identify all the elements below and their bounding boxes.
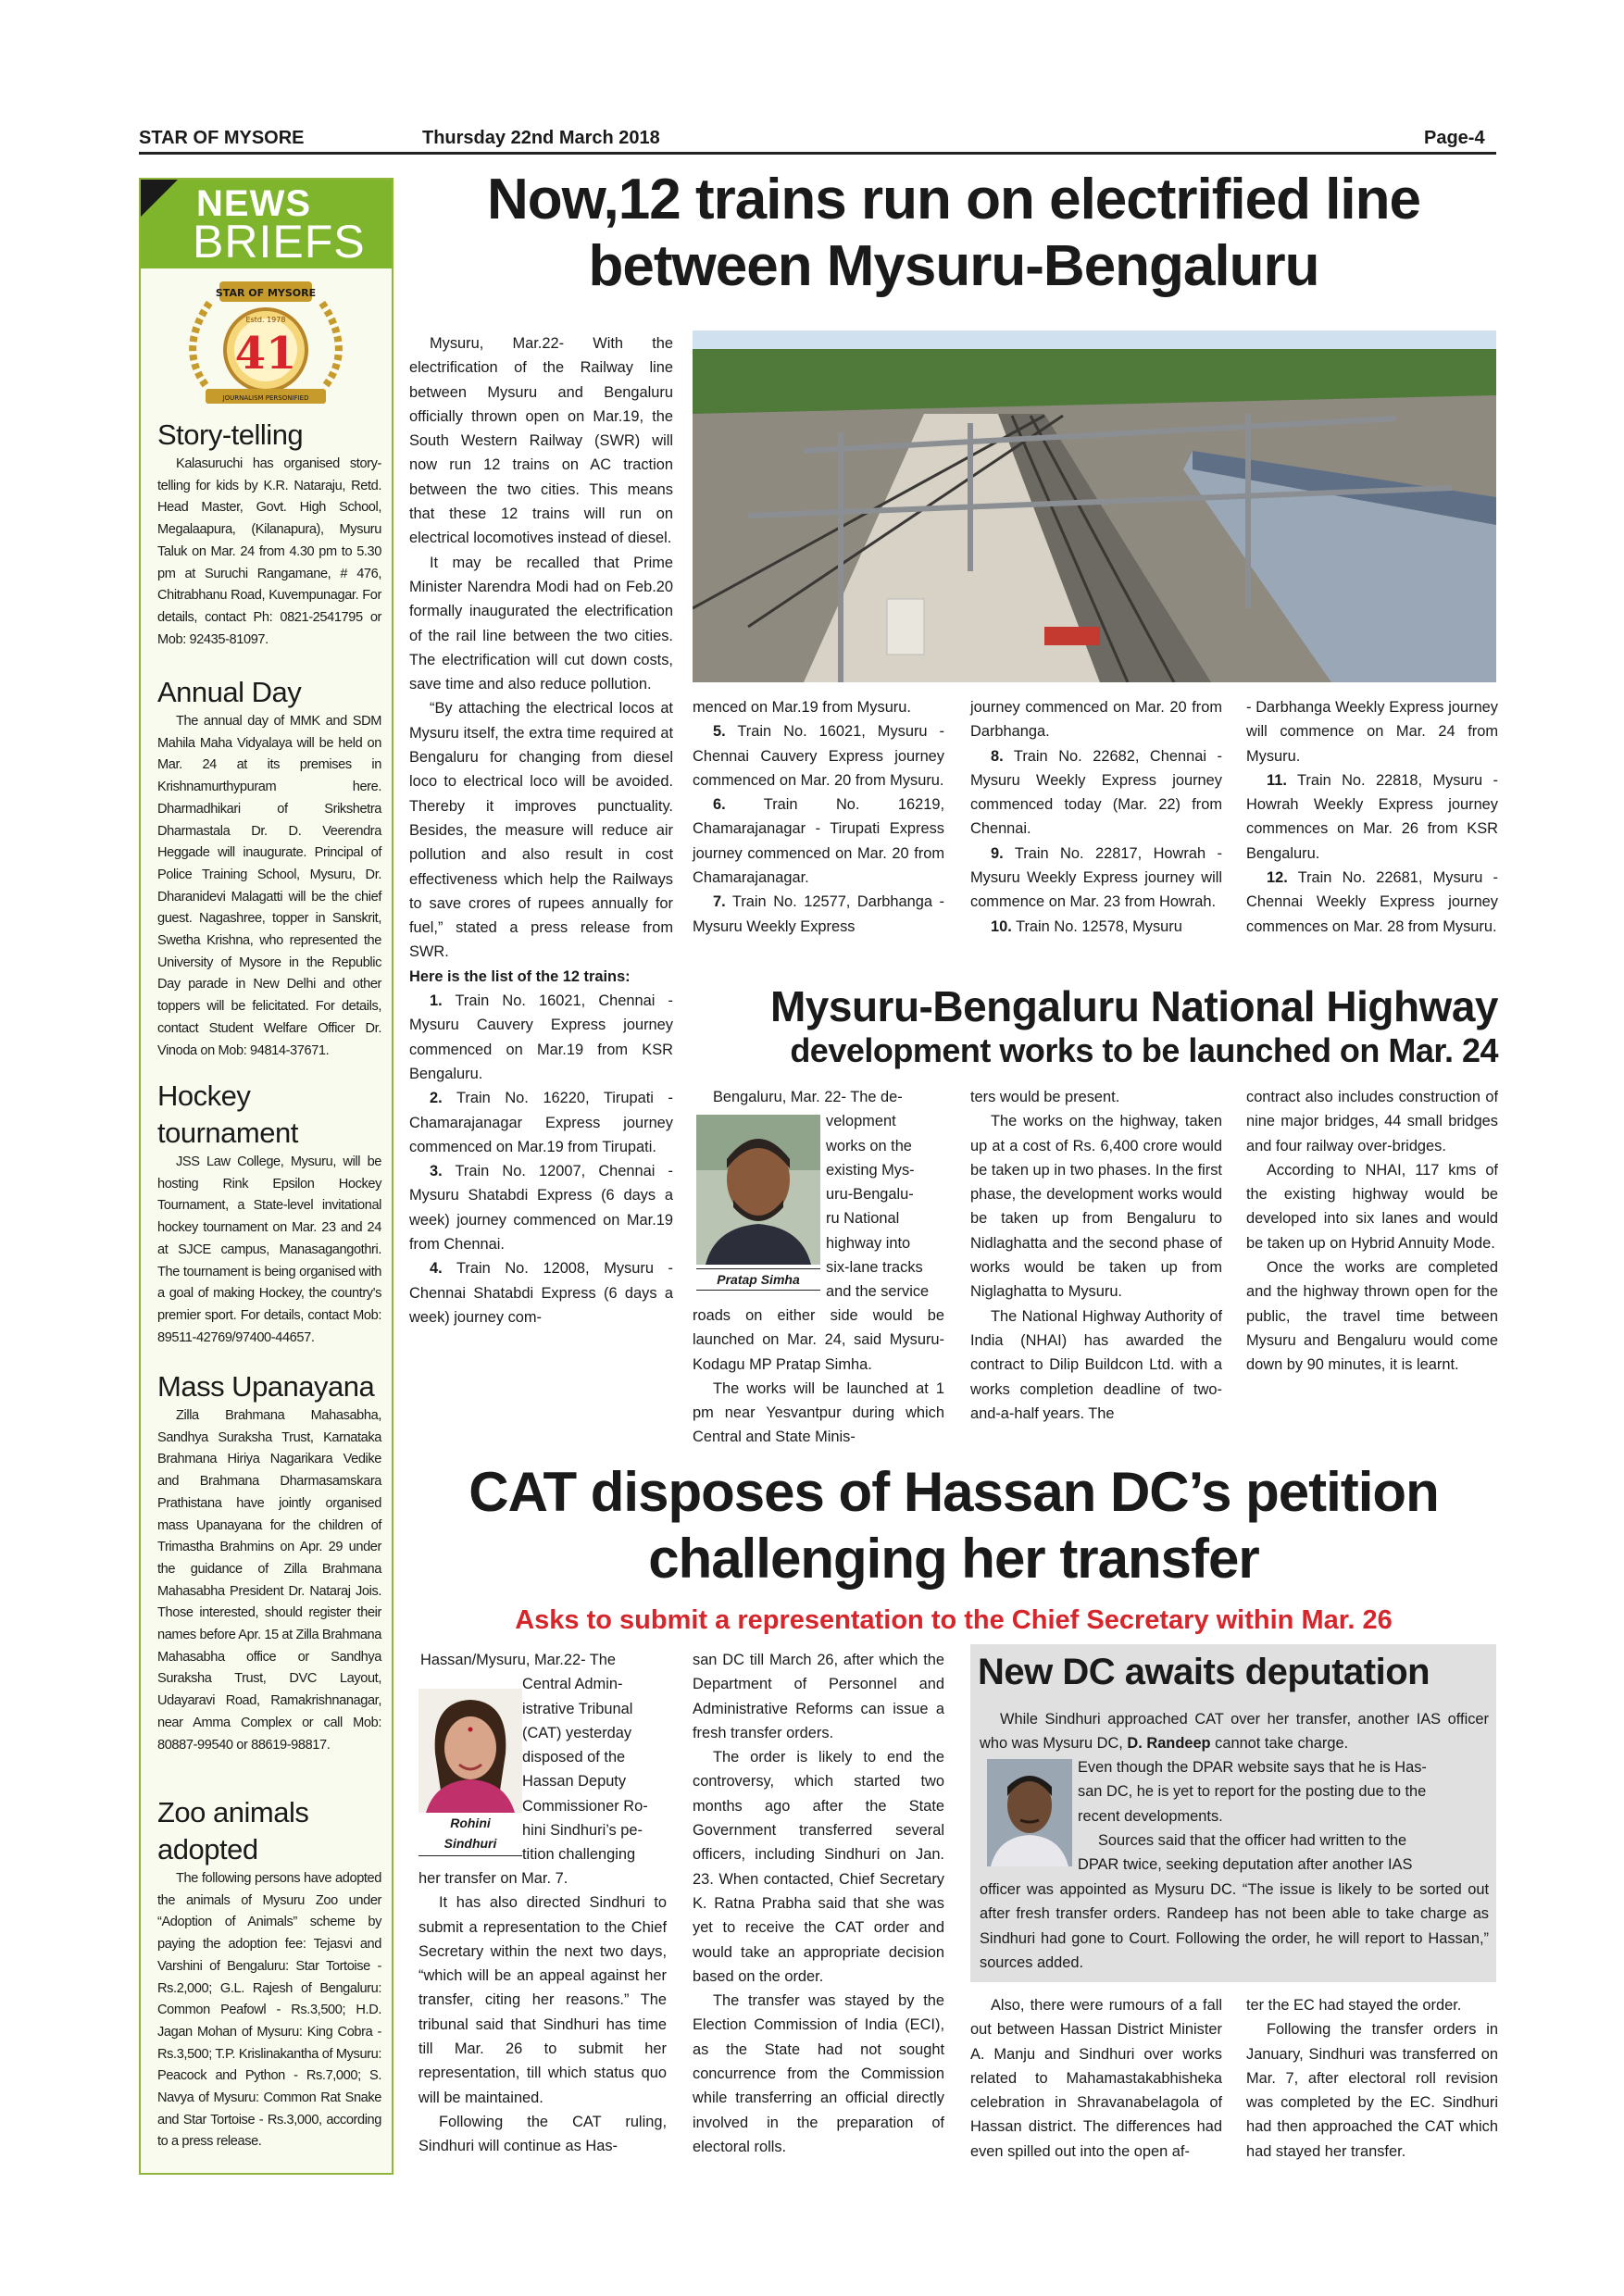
train-list-item: 7. Train No. 12577, Darbhanga - Mysuru Weekly Express (693, 893, 944, 935)
paragraph: Once the works are completed and the highway thrown open for the public, the travel time between Mysuru and Bengaluru would come down by 90 minutes, it is learnt. (1246, 1259, 1498, 1374)
brief-body: Zilla Brahmana Mahasabha, Sandhya Suraksha Trust, Karnataka Brahmana Hiriya Nagarikara Vedike and Brahmana Dharmasamskara Prathistana have jointly organised mass Upanayana for the children of Trimastha Brahmins on Apr. 29 under the guidance of Zilla Brahmana Mahasabha President Dr. Nataraj Jois. Those interested, should register their names before Apr. 15 at Zilla Brahmana Mahasabha office or Sandhya Suraksha Trust, DVC Layout, Udayaravi Road, Ramakrishnanagar, near Amma Complex or call Mob: 80887-99540 or 88619-98817. (157, 1408, 381, 1753)
headline-line: Mysuru-Bengaluru National Highway (769, 982, 1498, 1030)
text-line: san DC, he is yet to report for the posting due to the (1078, 1783, 1427, 1801)
headline-line: between Mysuru-Bengaluru (588, 234, 1319, 298)
banner-news-label: NEWS (196, 183, 311, 224)
photo-caption: Pratap Simha (696, 1268, 820, 1291)
brief-body: Kalasuruchi has organised story-telling for kids by K.R. Nataraju, Retd. Head Master, Govt. High School, Megalaapura, (Kilanapura), Mysuru Taluk on Mar. 24 from 4.30 pm to 5.30 pm at Suruchi Rangamane, # 476, Chitrabhanu Road, Kuvempunagar. For details, contact Ph: 0821-2541795 or Mob: 92435-81097. (157, 456, 381, 647)
paragraph: her transfer on Mar. 7. (418, 1870, 568, 1887)
train-list-title: Here is the list of the 12 trains: (409, 967, 631, 985)
text-line: istrative Tribunal (522, 1700, 633, 1717)
text-line: and the service (826, 1283, 930, 1301)
paragraph: ters would be present. (970, 1089, 1120, 1105)
news-briefs-sidebar (139, 178, 394, 2175)
brief-body: The annual day of MMK and SDM Mahila Maha Vidyalaya will be held on Mar. 24 at its premises in Krishnamurthypuram here. Dharmadhikari of Srikshetra Dharmastala Dr. D. Veerendra Heggade will inaugurate. Principal of Police Training School, Mysuru, Dr. Dharanidevi Malagatti will be the chief guest. Nagashree, topper in Sanskrit, Swetha Krishna, who represented the University of Mysore in the Republic Day parade in New Delhi and other toppers will be felicitated. For details, contact Student Welfare Officer Dr. Vinoda on Mob: 94814-37671. (157, 714, 381, 1058)
text-line: highway into (826, 1234, 911, 1252)
story3-subhead: Asks to submit a representation to the Chief Secretary within Mar. 26 (515, 1605, 1393, 1635)
paragraph: It may be recalled that Prime Minister Narendra Modi had on Feb.20 formally inaugurated the electrification of the rail line between the two cities. The electrification will cut down costs, save time and also reduce pollution. (409, 554, 673, 693)
paragraph: journey commenced on Mar. 20 from Darbhanga. (970, 699, 1222, 741)
train-list-item: 9. Train No. 22817, Howrah - Mysuru Weekly Express journey will commence on Mar. 23 from Howrah. (970, 844, 1222, 911)
text-line: (CAT) yesterday (522, 1724, 632, 1741)
story1-column-3 (970, 695, 1222, 939)
corner-triangle-icon (141, 180, 178, 217)
star-of-mysore-41-logo (169, 274, 363, 413)
story3-column-1 (418, 1866, 667, 2159)
paragraph: The order is likely to end the controversy, which started two months ago after the State Government transferred several officers, including Sindhuri on Jan. 23. When contacted, Chief Secretary K. Ratna Prabha said that she was yet to receive the CAT order and would take an appropriate decision based on the order. (693, 1749, 944, 1985)
train-list-item: 2. Train No. 16220, Tirupati - Chamarajanagar Express journey commenced on Mar.19 from Tirupati. (409, 1090, 673, 1155)
news-briefs-banner (141, 180, 392, 268)
paragraph: roads on either side would be launched on Mar. 24, said Mysuru-Kodagu MP Pratap Simha. (693, 1307, 944, 1373)
text-line: Bengaluru, Mar. 22- The de- (713, 1089, 903, 1105)
story1-column-1 (409, 331, 673, 1329)
text-line: velopment (826, 1113, 896, 1130)
rohini-sindhuri-photo (418, 1689, 522, 1813)
text-line: six-lane tracks (826, 1259, 923, 1277)
paragraph: - Darbhanga Weekly Express journey will commence on Mar. 24 from Mysuru. (1246, 699, 1498, 765)
brief-body: JSS Law College, Mysuru, will be hosting Rink Epsilon Hockey Tournament, a State-level invitational hockey tournament on Mar. 23 and 24 at SJCE campus, Manasagangothri. The tournament is being organised with a goal of making Hockey, the country's premier sport. For details, contact Mob: 89511-42769/97400-44657. (157, 1154, 381, 1345)
paragraph: contract also includes construction of nine major bridges, 44 small bridges and four railway over-bridges. (1246, 1089, 1498, 1154)
story3-column-2 (693, 1648, 944, 2159)
text-line: DPAR twice, seeking deputation after another IAS (1078, 1856, 1413, 1874)
story1-column-4 (1246, 695, 1498, 939)
train-list-item: 3. Train No. 12007, Chennai - Mysuru Shatabdi Express (6 days a week) journey commenced on Mar.19 from Chennai. (409, 1163, 673, 1253)
story1-column-2 (693, 695, 944, 939)
brief-heading: Annual Day (157, 676, 302, 708)
paragraph: ter the EC had stayed the order. (1246, 1997, 1462, 2014)
brief-heading: Hockey tournament (157, 1079, 298, 1149)
train-list-item: 6. Train No. 16219, Chamarajanagar - Tirupati Express journey commenced on Mar. 20 from Chamarajanagar. (693, 796, 944, 887)
story1-headline (407, 167, 1500, 300)
story3-wrap-lines (420, 1648, 667, 1867)
box-heading: New DC awaits deputation (978, 1652, 1430, 1692)
box-wrap-text (1078, 1755, 1489, 1877)
d-randeep-photo (987, 1759, 1072, 1866)
train-list-item: 1. Train No. 16021, Chennai - Mysuru Cauvery Express journey commenced on Mar.19 from KSR Bengaluru. (409, 992, 673, 1082)
paragraph: san DC till March 26, after which the Department of Personnel and Administrative Reforms can issue a fresh transfer orders. (693, 1652, 944, 1741)
paragraph: The works on the highway, taken up at a cost of Rs. 6,400 crore would be taken up in two phases. In the first phase, the development works would be taken up from Bengaluru to Nidlaghatta and the second phase of works would be taken up from Niglaghatta to Mysuru. (970, 1113, 1222, 1301)
logo-year-text: Estd. 1978 (245, 316, 286, 324)
brief-heading: Zoo animals adopted (157, 1796, 309, 1866)
paragraph: The works will be launched at 1 pm near Yesvantpur during which Central and State Minis- (693, 1379, 944, 1446)
text-line: disposed of the (522, 1749, 626, 1766)
paragraph: menced on Mar.19 from Mysuru. (693, 699, 911, 716)
paragraph: The National Highway Authority of India (NHAI) has awarded the contract to Dilip Buildcon Ltd. with a works completion deadline of two-and-a-half years. The (970, 1307, 1222, 1422)
train-list-item: 8. Train No. 22682, Chennai - Mysuru Weekly Express journey commenced today (Mar. 22) from Chennai. (970, 747, 1222, 838)
text-line: Commissioner Ro- (522, 1797, 648, 1815)
story3-headline (407, 1459, 1500, 1592)
paragraph: Mysuru, Mar.22- With the electrification of the Railway line between Mysuru and Bengaluru officially thrown open on Mar.19, the South Western Railway (SWR) will now run 12 trains on AC traction between the two cities. This means that these 12 trains will run on electrical locomotives instead of diesel. (409, 335, 673, 547)
story2-column-3 (1246, 1085, 1498, 1378)
publication-name: STAR OF MYSORE (139, 128, 305, 148)
text-line: ru National (826, 1210, 900, 1228)
logo-bottom-text: JOURNALISM PERSONIFIED (222, 394, 309, 402)
story3-column-3 (970, 1993, 1222, 2164)
brief-body: The following persons have adopted the animals of Mysuru Zoo under “Adoption of Animals” scheme by paying the adoption fee: Tejasvi and Varshini of Bengaluru: Star Tortoise - Rs.2,000; G.L. Rajesh of Bengaluru: Common Peafowl - Rs.3,500; H.D. Jagan Mohan of Mysuru: King Cobra - Rs.3,500; T.P. Krislinakantha of Mysuru: Peacock and Python - Rs.7,000; S. Navya of Mysuru: Common Rat Snake and Star Tortoise - Rs.3,000, according to a press release. (157, 1871, 381, 2150)
header-rule (139, 152, 1496, 155)
text-line: hini Sindhuri’s pe- (522, 1822, 643, 1840)
paragraph: While Sindhuri approached CAT over her transfer, another IAS officer who was Mysuru DC, D. Randeep cannot take charge. (980, 1711, 1489, 1753)
electrified-railway-photo (693, 331, 1496, 682)
photo-caption: Rohini Sindhuri (418, 1813, 522, 1856)
text-line: Even though the DPAR website says that he is Has- (1078, 1759, 1427, 1776)
train-list-item: 10. Train No. 12578, Mysuru (991, 917, 1182, 935)
headline-line: CAT disposes of Hassan DC’s petition (468, 1461, 1439, 1523)
text-line: Sources said that the officer had written to the (1098, 1831, 1407, 1849)
train-list-item: 5. Train No. 16021, Mysuru - Chennai Cauvery Express journey commenced on Mar. 20 from Mysuru. (693, 723, 944, 789)
text-line: Central Admin- (522, 1676, 623, 1693)
text-line: Hassan/Mysuru, Mar.22- The (420, 1652, 617, 1668)
paragraph: Also, there were rumours of a fall out between Hassan District Minister A. Manju and Sindhuri over works related to Mahamastakabhisheka celebration in Shravanabelagola of Hassan district. The differences had even spilled out into the open af- (970, 1997, 1222, 2160)
paragraph: Following the CAT ruling, Sindhuri will continue as Has- (418, 2113, 667, 2155)
paragraph: Following the transfer orders in January, Sindhuri was transferred on Mar. 7, after electoral roll revision was completed by the EC. Sindhuri had then approached the CAT which had stayed her transfer. (1246, 2021, 1498, 2160)
paragraph: “By attaching the electrical locos at Mysuru itself, the extra time required at Bengaluru for changing from diesel loco to electrical loco will be avoided. Thereby it improves punctuality. Besides, the measure will reduce air pollution and also result in cost effectiveness which help the Railways to save crores of rupees annually for fuel,” stated a press release from SWR. (409, 700, 673, 961)
text-line: existing Mys- (826, 1161, 915, 1179)
page-number: Page-4 (1424, 128, 1485, 148)
text-line: works on the (826, 1137, 912, 1154)
story2-column-2 (970, 1085, 1222, 1426)
box-intro (980, 1707, 1489, 1756)
story2-column-1 (693, 1304, 944, 1450)
logo-top-text: STAR OF MYSORE (215, 287, 317, 299)
banner-briefs-label: BRIEFS (193, 216, 366, 268)
pratap-simha-photo (696, 1115, 820, 1265)
headline-line: development works to be launched on Mar. 24 (790, 1031, 1498, 1069)
box-rest (980, 1878, 1489, 1975)
logo-number: 41 (234, 328, 297, 380)
brief-heading: Mass Upanayana (157, 1370, 375, 1403)
text-line: uru-Bengalu- (826, 1186, 914, 1204)
brief-heading: Story-telling (157, 418, 304, 451)
paragraph: According to NHAI, 117 kms of the existing highway would be developed into six lanes and would be taken up on Hybrid Annuity Mode. (1246, 1161, 1498, 1252)
headline-line: challenging her transfer (648, 1528, 1259, 1590)
story2-headline (696, 981, 1498, 1070)
paragraph: It has also directed Sindhuri to submit a representation to the Chief Secretary within the next two days, “which will be an appeal against her transfer, citing her reasons.” The tribunal said that Sindhuri has time till Mar. 26 to submit her representation, till which status quo will be maintained. (418, 1894, 667, 2106)
story3-column-4 (1246, 1993, 1498, 2164)
headline-line: Now,12 trains run on electrified line (486, 168, 1421, 231)
issue-date: Thursday 22nd March 2018 (422, 128, 660, 148)
paragraph: officer was appointed as Mysuru DC. “The issue is likely to be sorted out after fresh transfer orders. Randeep has not been able to take charge as Sindhuri had gone to Court. Following the order, he will report to Hassan,” sources added. (980, 1881, 1489, 1971)
text-line: recent developments. (1078, 1807, 1223, 1825)
text-line: tition challenging (522, 1846, 636, 1864)
paragraph: The transfer was stayed by the Election Commission of India (ECI), as the State had not sought concurrence from the Commission while transferring an official directly involved in the preparation of electoral rolls. (693, 1992, 944, 2155)
train-list-item: 12. Train No. 22681, Mysuru - Chennai Weekly Express journey commences on Mar. 28 from Mysuru. (1246, 869, 1498, 935)
train-list-item: 4. Train No. 12008, Mysuru - Chennai Shatabdi Express (6 days a week) journey com- (409, 1260, 674, 1326)
text-line: Hassan Deputy (522, 1773, 627, 1791)
train-list-item: 11. Train No. 22818, Mysuru - Howrah Weekly Express journey commences on Mar. 26 from KSR Bengaluru. (1246, 771, 1498, 862)
